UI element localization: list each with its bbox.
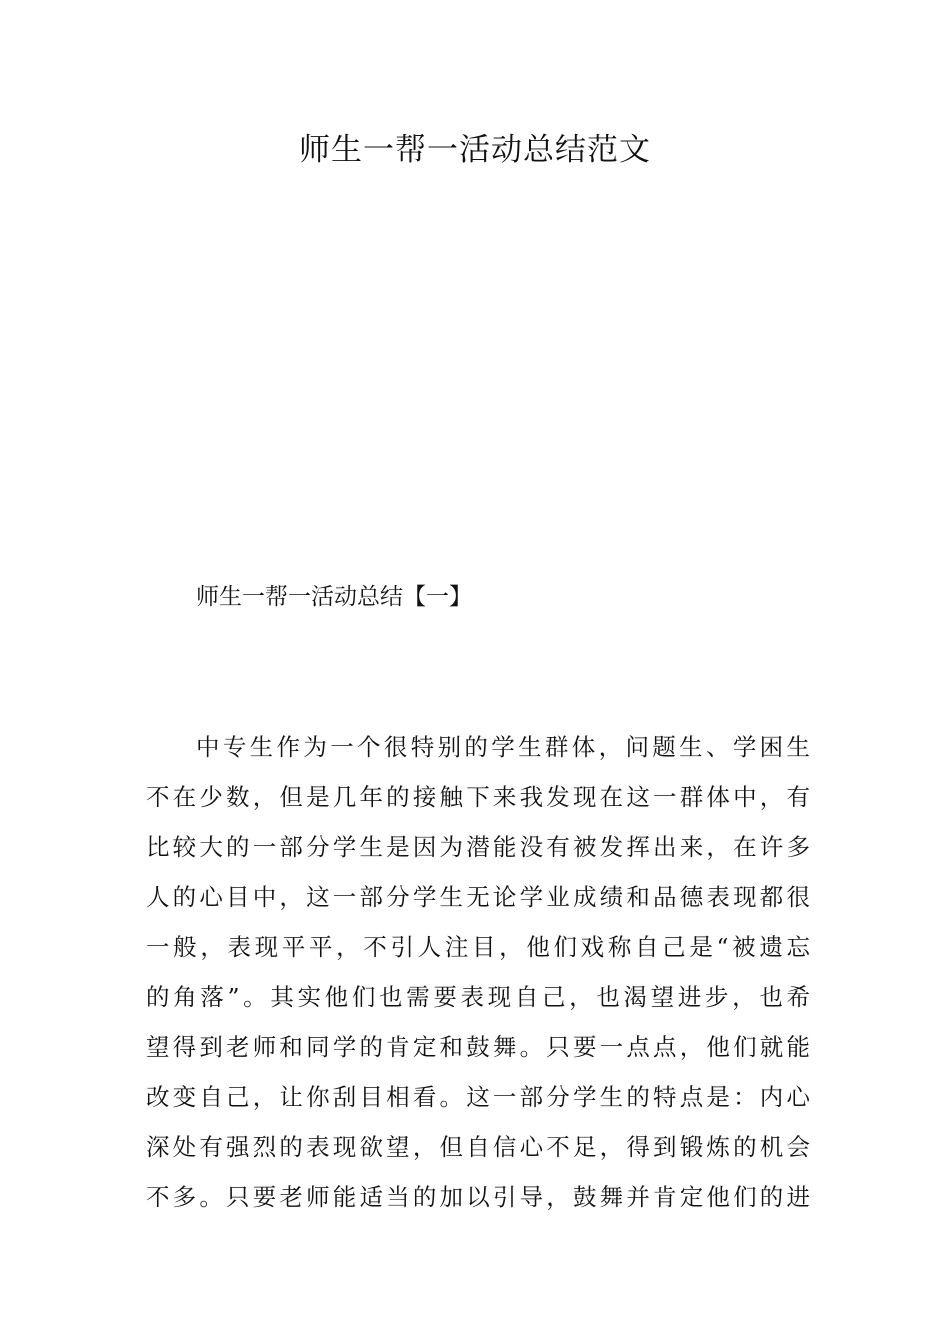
- body-paragraph: [146, 730, 810, 1230]
- paragraph-line: 不多。只要老师能适当的加以引导，鼓舞并肯定他们的进: [146, 1183, 810, 1211]
- paragraph-line: 改变自己，让你刮目相看。这一部分学生的特点是：内心: [146, 1083, 810, 1111]
- paragraph-line: 中专生作为一个很特别的学生群体，问题生、学困生: [196, 733, 810, 761]
- section-heading: 师生一帮一活动总结【一】: [196, 584, 472, 610]
- paragraph-line: 比较大的一部分学生是因为潜能没有被发挥出来，在许多: [146, 833, 810, 861]
- paragraph-line: 一般，表现平平，不引人注目，他们戏称自己是“被遗忘: [146, 933, 810, 961]
- paragraph-line: 的角落”。其实他们也需要表现自己，也渴望进步，也希: [146, 983, 810, 1011]
- paragraph-line: 望得到老师和同学的肯定和鼓舞。只要一点点，他们就能: [146, 1033, 810, 1061]
- paragraph-line: 人的心目中，这一部分学生无论学业成绩和品德表现都很: [146, 883, 810, 911]
- document-title: 师生一帮一活动总结范文: [299, 132, 651, 168]
- paragraph-line: 深处有强烈的表现欲望，但自信心不足，得到锻炼的机会: [146, 1133, 810, 1161]
- paragraph-line: 不在少数，但是几年的接触下来我发现在这一群体中，有: [146, 783, 810, 811]
